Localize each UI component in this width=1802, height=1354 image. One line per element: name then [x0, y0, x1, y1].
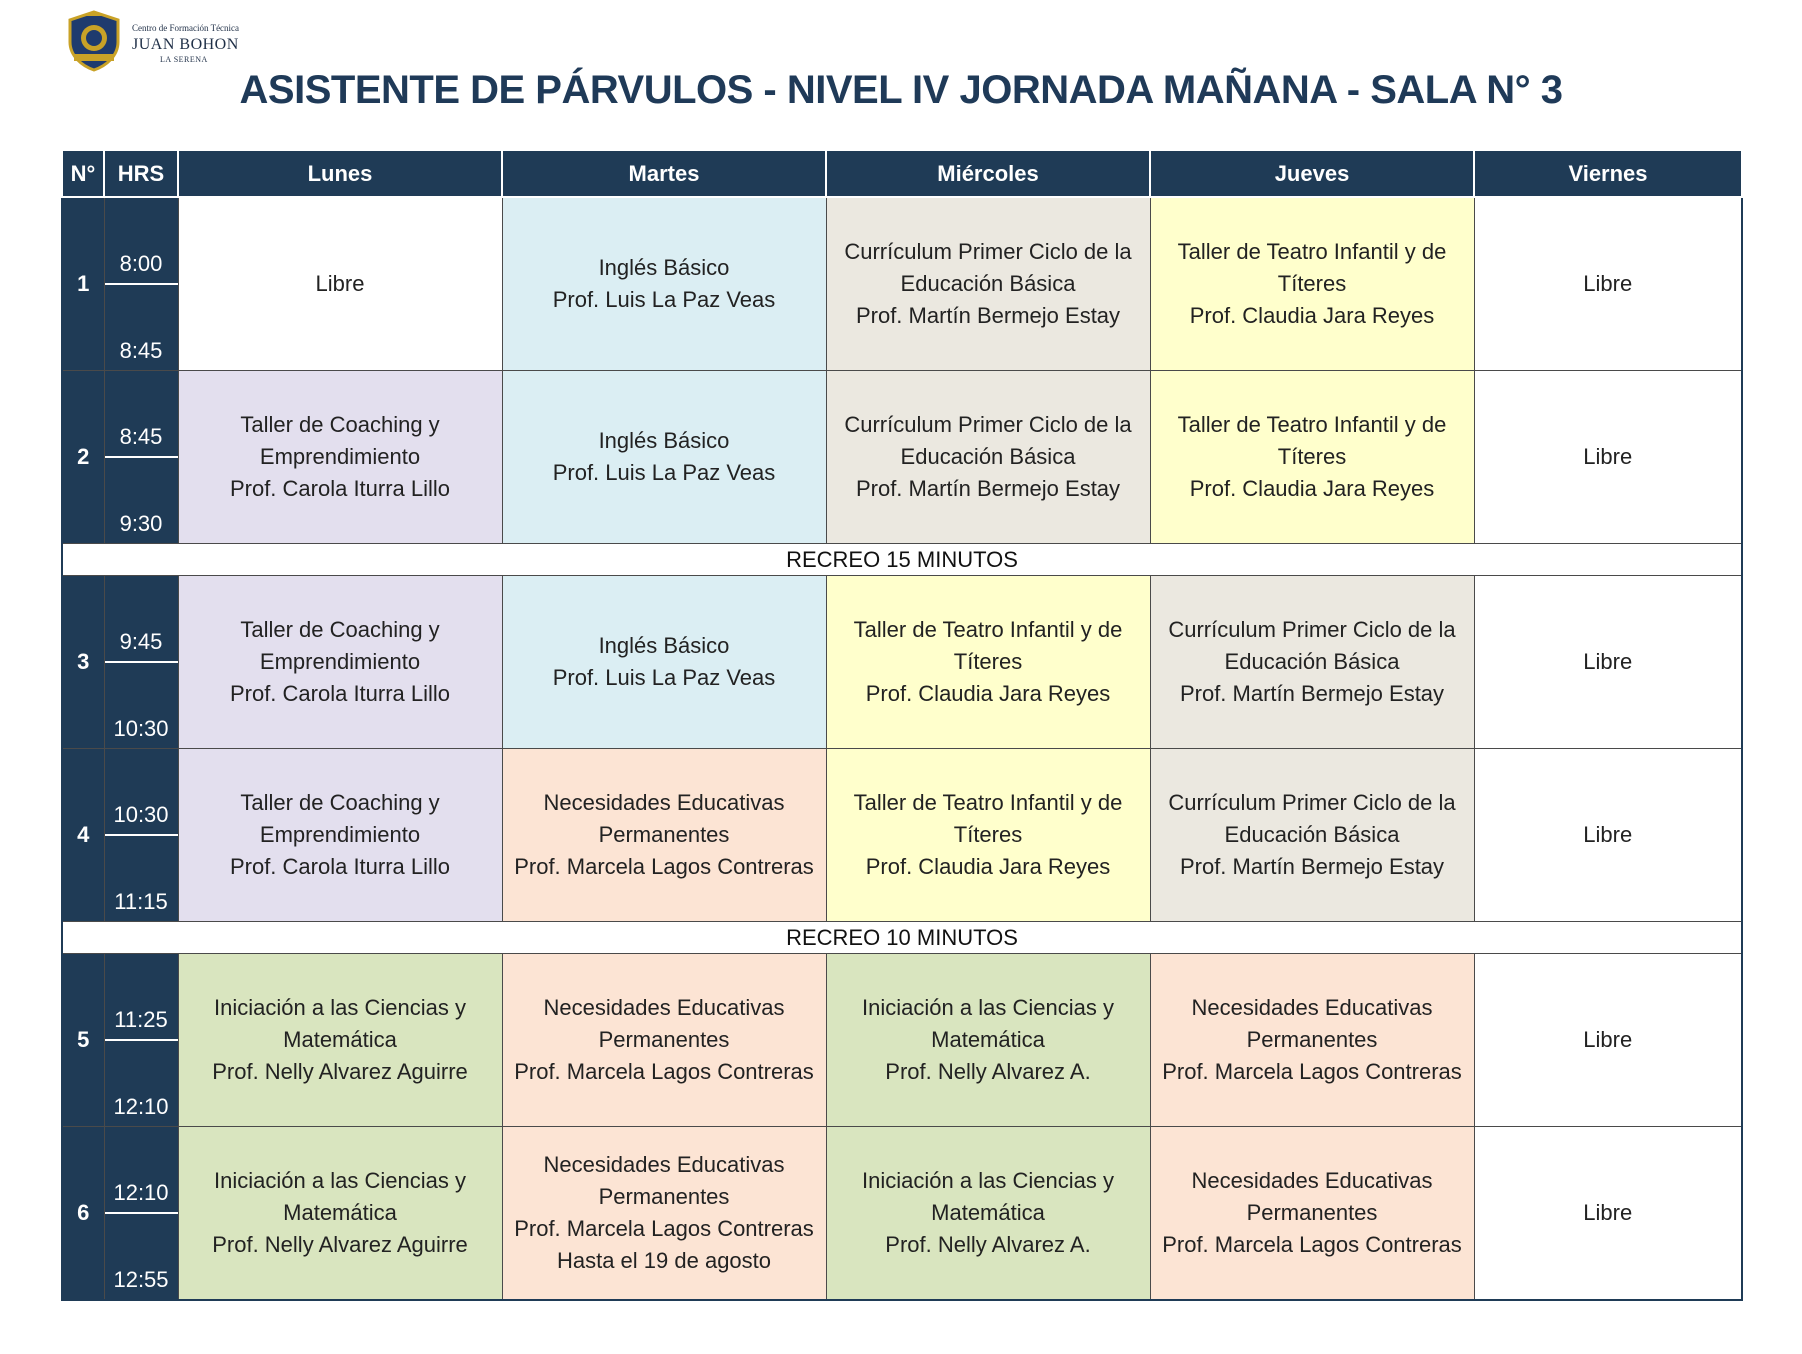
- class-line: Prof. Marcela Lagos Contreras: [514, 1216, 814, 1241]
- institution-logo: [64, 10, 274, 72]
- schedule-row: [62, 197, 1742, 371]
- class-cell: [826, 197, 1150, 371]
- class-cell: [826, 371, 1150, 544]
- class-line: Taller de Teatro Infantil y de: [853, 790, 1123, 815]
- slot-hours: [104, 576, 178, 749]
- class-line: Prof. Claudia Jara Reyes: [865, 854, 1111, 879]
- logo-city-text: LA SERENA: [160, 55, 208, 64]
- schedule-row: [62, 954, 1742, 1127]
- class-cell: [826, 576, 1150, 749]
- slot-hours: [104, 1127, 178, 1301]
- header-lunes: Lunes: [178, 150, 502, 197]
- class-line: Prof. Marcela Lagos Contreras: [514, 854, 814, 879]
- class-cell: [178, 197, 502, 371]
- class-cell: [1474, 576, 1742, 749]
- header-hrs: HRS: [104, 150, 178, 197]
- class-cell: [502, 749, 826, 922]
- end-time: 8:45: [119, 338, 163, 363]
- class-line: Permanentes: [598, 1184, 730, 1209]
- class-line: Prof. Luis La Paz Veas: [552, 460, 776, 485]
- slot-number: 4: [62, 749, 104, 922]
- class-line: Matemática: [283, 1200, 397, 1225]
- class-line: Libre: [1583, 822, 1633, 847]
- page-title: ASISTENTE DE PÁRVULOS - NIVEL IV JORNADA MAÑANA - SALA N° 3: [239, 68, 1563, 112]
- break-label: RECREO 15 MINUTOS: [62, 544, 1742, 576]
- class-line: Taller de Coaching y: [240, 617, 440, 642]
- class-line: Permanentes: [598, 822, 730, 847]
- break-row: [62, 544, 1742, 576]
- class-line: Educación Básica: [900, 444, 1076, 469]
- header-row: [62, 150, 1742, 197]
- class-cell: [502, 197, 826, 371]
- class-cell: [502, 371, 826, 544]
- class-cell: [1150, 954, 1474, 1127]
- class-line: Libre: [1583, 1200, 1633, 1225]
- break-row: [62, 922, 1742, 954]
- class-line: Permanentes: [598, 1027, 730, 1052]
- class-line: Prof. Nelly Alvarez Aguirre: [212, 1059, 468, 1084]
- header-martes: Martes: [502, 150, 826, 197]
- class-line: Prof. Marcela Lagos Contreras: [1162, 1232, 1462, 1257]
- slot-number: 3: [62, 576, 104, 749]
- class-line: Prof. Nelly Alvarez A.: [885, 1232, 1091, 1257]
- class-line: Prof. Claudia Jara Reyes: [865, 681, 1111, 706]
- start-time: 9:45: [105, 576, 178, 663]
- class-cell: [826, 954, 1150, 1127]
- start-time: 8:45: [105, 371, 178, 458]
- class-line: Libre: [1583, 444, 1633, 469]
- class-line: Currículum Primer Ciclo de la: [844, 239, 1132, 264]
- class-line: Permanentes: [1246, 1027, 1378, 1052]
- class-line: Libre: [1583, 649, 1633, 674]
- class-line: Necesidades Educativas: [543, 995, 785, 1020]
- class-cell: [826, 749, 1150, 922]
- class-line: Educación Básica: [1224, 649, 1400, 674]
- class-cell: [1474, 1127, 1742, 1301]
- class-line: Iniciación a las Ciencias y: [214, 995, 466, 1020]
- class-line: Currículum Primer Ciclo de la: [1168, 790, 1456, 815]
- logo-main-text: JUAN BOHON: [132, 36, 239, 53]
- header-miercoles: Miércoles: [826, 150, 1150, 197]
- class-line: Prof. Nelly Alvarez A.: [885, 1059, 1091, 1084]
- header-viernes: Viernes: [1474, 150, 1742, 197]
- class-line: Currículum Primer Ciclo de la: [844, 412, 1132, 437]
- class-cell: [178, 1127, 502, 1301]
- schedule-row: [62, 371, 1742, 544]
- class-cell: [1150, 1127, 1474, 1301]
- class-line: Hasta el 19 de agosto: [556, 1248, 772, 1273]
- class-line: Títeres: [953, 649, 1023, 674]
- slot-hours: [104, 954, 178, 1127]
- class-line: Inglés Básico: [598, 255, 730, 280]
- class-line: Necesidades Educativas: [1191, 995, 1433, 1020]
- class-line: Taller de Teatro Infantil y de: [1177, 239, 1447, 264]
- end-time: 9:30: [119, 511, 163, 536]
- class-line: Emprendimiento: [259, 444, 421, 469]
- class-cell: [1474, 197, 1742, 371]
- class-line: Educación Básica: [1224, 822, 1400, 847]
- start-time: 10:30: [105, 749, 178, 836]
- class-line: Educación Básica: [900, 271, 1076, 296]
- start-time: 8:00: [105, 198, 178, 285]
- class-line: Prof. Nelly Alvarez Aguirre: [212, 1232, 468, 1257]
- slot-number: 5: [62, 954, 104, 1127]
- class-cell: [502, 954, 826, 1127]
- class-line: Necesidades Educativas: [543, 790, 785, 815]
- class-cell: [1474, 954, 1742, 1127]
- header-num: N°: [62, 150, 104, 197]
- class-cell: [1150, 576, 1474, 749]
- class-line: Prof. Claudia Jara Reyes: [1189, 476, 1435, 501]
- class-cell: [502, 1127, 826, 1301]
- class-cell: [178, 576, 502, 749]
- class-line: Prof. Carola Iturra Lillo: [229, 681, 451, 706]
- class-line: Iniciación a las Ciencias y: [862, 1168, 1114, 1193]
- header-jueves: Jueves: [1150, 150, 1474, 197]
- slot-hours: [104, 197, 178, 371]
- class-line: Libre: [1583, 271, 1633, 296]
- class-line: Taller de Coaching y: [240, 412, 440, 437]
- class-line: Prof. Martín Bermejo Estay: [1179, 681, 1445, 706]
- class-line: Emprendimiento: [259, 649, 421, 674]
- class-line: Prof. Luis La Paz Veas: [552, 665, 776, 690]
- end-time: 10:30: [113, 716, 169, 741]
- class-cell: [1150, 371, 1474, 544]
- slot-number: 6: [62, 1127, 104, 1301]
- end-time: 12:10: [113, 1094, 169, 1119]
- end-time: 11:15: [114, 889, 168, 914]
- schedule-row: [62, 1127, 1742, 1301]
- class-line: Permanentes: [1246, 1200, 1378, 1225]
- class-cell: [1150, 749, 1474, 922]
- class-cell: [178, 371, 502, 544]
- class-line: Libre: [1583, 1027, 1633, 1052]
- break-label: RECREO 10 MINUTOS: [62, 922, 1742, 954]
- class-line: Inglés Básico: [598, 428, 730, 453]
- slot-number: 1: [62, 197, 104, 371]
- slot-hours: [104, 749, 178, 922]
- class-line: Prof. Marcela Lagos Contreras: [1162, 1059, 1462, 1084]
- class-line: Taller de Coaching y: [240, 790, 440, 815]
- class-cell: [1474, 371, 1742, 544]
- class-cell: [178, 749, 502, 922]
- class-line: Emprendimiento: [259, 822, 421, 847]
- class-line: Prof. Martín Bermejo Estay: [855, 303, 1121, 328]
- class-line: Títeres: [953, 822, 1023, 847]
- schedule-table: [61, 149, 1743, 1301]
- class-line: Títeres: [1277, 271, 1347, 296]
- schedule-row: [62, 749, 1742, 922]
- class-line: Matemática: [931, 1027, 1045, 1052]
- class-line: Prof. Carola Iturra Lillo: [229, 476, 451, 501]
- class-line: Currículum Primer Ciclo de la: [1168, 617, 1456, 642]
- class-line: Necesidades Educativas: [1191, 1168, 1433, 1193]
- class-line: Matemática: [931, 1200, 1045, 1225]
- class-line: Libre: [315, 271, 365, 296]
- class-line: Taller de Teatro Infantil y de: [853, 617, 1123, 642]
- schedule-row: [62, 576, 1742, 749]
- class-line: Prof. Carola Iturra Lillo: [229, 854, 451, 879]
- class-line: Necesidades Educativas: [543, 1152, 785, 1177]
- end-time: 12:55: [113, 1267, 169, 1292]
- class-line: Taller de Teatro Infantil y de: [1177, 412, 1447, 437]
- class-line: Prof. Marcela Lagos Contreras: [514, 1059, 814, 1084]
- shield-crest-icon: [64, 10, 124, 72]
- class-line: Iniciación a las Ciencias y: [214, 1168, 466, 1193]
- class-line: Matemática: [283, 1027, 397, 1052]
- slot-number: 2: [62, 371, 104, 544]
- class-cell: [178, 954, 502, 1127]
- class-line: Prof. Martín Bermejo Estay: [855, 476, 1121, 501]
- class-line: Prof. Claudia Jara Reyes: [1189, 303, 1435, 328]
- class-line: Iniciación a las Ciencias y: [862, 995, 1114, 1020]
- class-line: Títeres: [1277, 444, 1347, 469]
- class-cell: [1150, 197, 1474, 371]
- schedule-body: [62, 197, 1742, 1300]
- class-cell: [826, 1127, 1150, 1301]
- class-line: Inglés Básico: [598, 633, 730, 658]
- start-time: 12:10: [105, 1127, 178, 1214]
- class-line: Prof. Luis La Paz Veas: [552, 287, 776, 312]
- class-line: Prof. Martín Bermejo Estay: [1179, 854, 1445, 879]
- slot-hours: [104, 371, 178, 544]
- class-cell: [502, 576, 826, 749]
- class-cell: [1474, 749, 1742, 922]
- start-time: 11:25: [105, 954, 178, 1041]
- logo-top-line: Centro de Formación Técnica: [132, 23, 240, 33]
